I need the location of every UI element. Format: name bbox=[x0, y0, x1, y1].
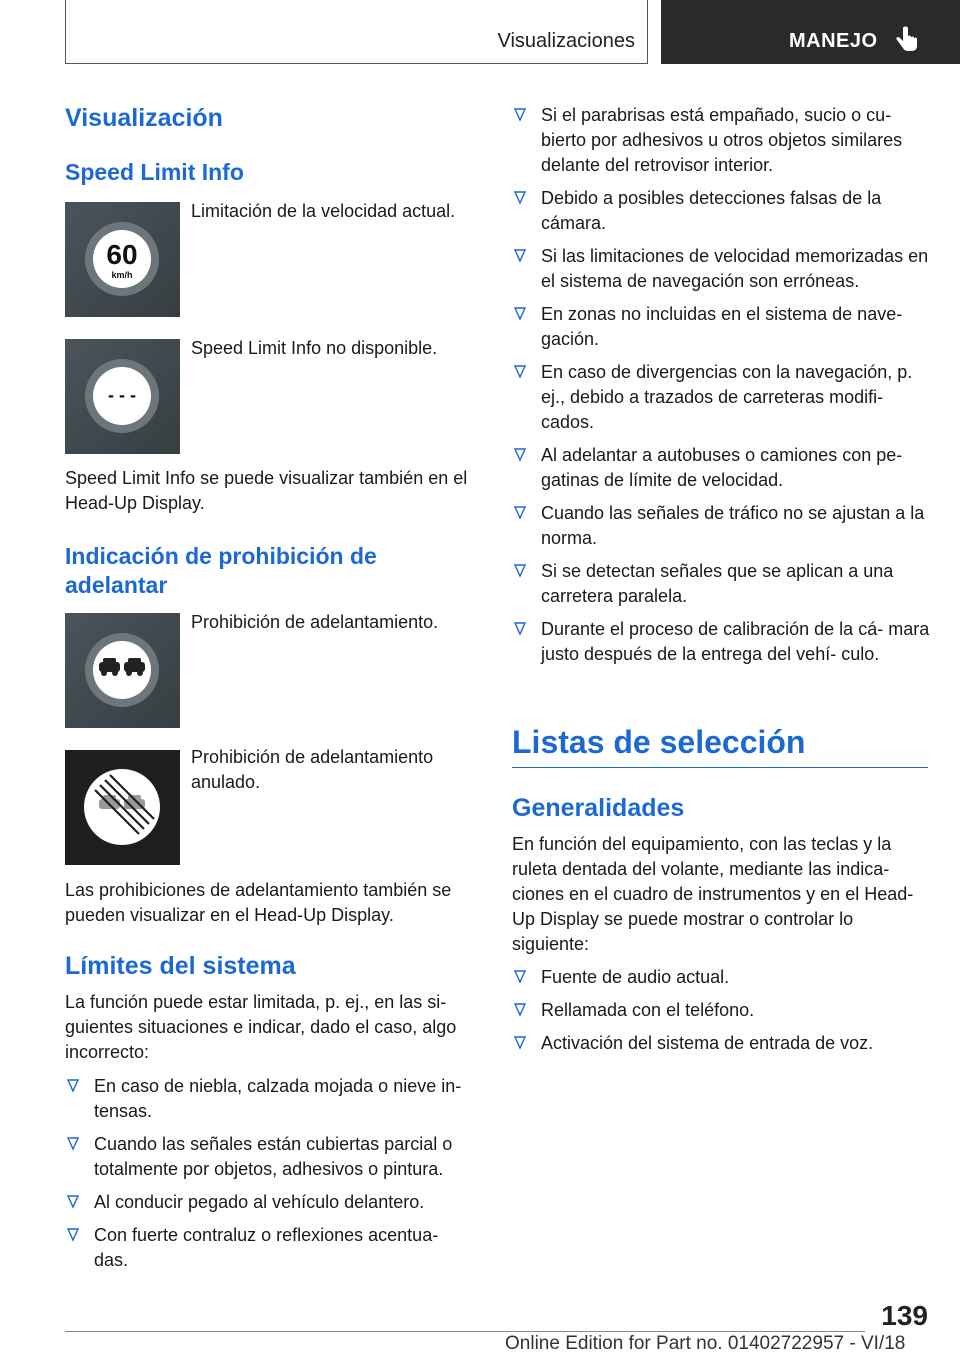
footer-edition: Online Edition for Part no. 01402722957 - VI/18 bbox=[505, 1333, 906, 1354]
speed-limit-60-sign bbox=[65, 202, 180, 317]
list-item: Fuente de audio actual. bbox=[512, 965, 932, 990]
list-item: Durante el proceso de calibración de la cá- mara justo después de la entrega del vehí- culo. bbox=[512, 617, 932, 667]
speed-limit-heading: Speed Limit Info bbox=[65, 159, 244, 185]
header-section-box bbox=[65, 0, 648, 64]
list-item: Si el parabrisas está empañado, sucio o cu- bierto por adhesivos u otros objetos similares delante del retrovisor interior. bbox=[512, 103, 932, 178]
list-item: Al conducir pegado al vehículo delantero. bbox=[65, 1190, 477, 1215]
triangle-bullet-icon bbox=[514, 564, 526, 578]
list-item: Cuando las señales están cubiertas parcial o totalmente por objetos, adhesivos o pintura. bbox=[65, 1132, 477, 1182]
selection-list bbox=[512, 965, 932, 1064]
triangle-bullet-icon bbox=[514, 622, 526, 636]
page-title: Visualización bbox=[65, 104, 223, 132]
triangle-bullet-icon bbox=[514, 307, 526, 321]
triangle-bullet-icon bbox=[514, 1036, 526, 1050]
triangle-bullet-icon bbox=[514, 108, 526, 122]
list-item: Con fuerte contraluz o reflexiones acentua- das. bbox=[65, 1223, 477, 1273]
generalities-intro: En función del equipamiento, con las teclas y la ruleta dentada del volante, mediante las indica- ciones en el cuadro de instrumentos y en el Head-Up Display se puede mostrar o controlar lo siguiente: bbox=[512, 834, 914, 954]
list-item: En caso de niebla, calzada mojada o nieve in- tensas. bbox=[65, 1074, 477, 1124]
triangle-bullet-icon bbox=[514, 1003, 526, 1017]
list-item: Cuando las señales de tráfico no se ajustan a la norma. bbox=[512, 501, 932, 551]
chapter-tab-label: MANEJO bbox=[789, 30, 878, 52]
overtaking-note: Las prohibiciones de adelantamiento también se pueden visualizar en el Head-Up Display. bbox=[65, 880, 452, 925]
no-overtaking-sign bbox=[65, 613, 180, 728]
triangle-bullet-icon bbox=[514, 506, 526, 520]
footer-divider bbox=[65, 1331, 865, 1332]
system-limits-intro: La función puede estar limitada, p. ej., en las si- guientes situaciones e indicar, dado el caso, algo incorrecto: bbox=[65, 992, 457, 1062]
overtaking-sign1-caption: Prohibición de adelantamiento. bbox=[191, 612, 439, 632]
triangle-bullet-icon bbox=[514, 448, 526, 462]
list-item: En caso de divergencias con la navegación, p. ej., debido a trazados de carreteras modifi- cados. bbox=[512, 360, 932, 435]
overtaking-sign2-caption: Prohibición de adelantamiento anulado. bbox=[191, 747, 434, 792]
triangle-bullet-icon bbox=[514, 365, 526, 379]
system-limits-heading: Límites del sistema bbox=[65, 952, 296, 980]
speed-unit: km/h bbox=[111, 270, 133, 280]
list-item: Activación del sistema de entrada de voz. bbox=[512, 1031, 932, 1056]
triangle-bullet-icon bbox=[514, 249, 526, 263]
generalities-heading: Generalidades bbox=[512, 794, 685, 822]
overtaking-ended-sign bbox=[65, 750, 180, 865]
triangle-bullet-icon bbox=[67, 1137, 79, 1151]
hand-pointer-icon bbox=[894, 26, 920, 54]
triangle-bullet-icon bbox=[514, 970, 526, 984]
selection-lists-title: Listas de selección bbox=[512, 724, 806, 760]
speed-limit-unavailable-sign bbox=[65, 339, 180, 454]
speed-limit-note: Speed Limit Info se puede visualizar también en el Head-Up Display. bbox=[65, 468, 468, 513]
sign1-caption: Limitación de la velocidad actual. bbox=[191, 201, 456, 221]
speed-value: 60 bbox=[106, 239, 138, 270]
triangle-bullet-icon bbox=[67, 1195, 79, 1209]
system-limits-list bbox=[65, 1074, 477, 1281]
list-item: En zonas no incluidas en el sistema de nave- gación. bbox=[512, 302, 932, 352]
triangle-bullet-icon bbox=[67, 1079, 79, 1093]
page-number: 139 bbox=[881, 1300, 928, 1331]
list-item: Si se detectan señales que se aplican a una carretera paralela. bbox=[512, 559, 932, 609]
unavailable-value: - - - bbox=[108, 385, 136, 405]
list-item: Si las limitaciones de velocidad memorizadas en el sistema de navegación son erróneas. bbox=[512, 244, 932, 294]
triangle-bullet-icon bbox=[67, 1228, 79, 1242]
list-item: Debido a posibles detecciones falsas de la cámara. bbox=[512, 186, 932, 236]
triangle-bullet-icon bbox=[514, 191, 526, 205]
sign2-caption: Speed Limit Info no disponible. bbox=[191, 338, 438, 358]
title-underline bbox=[512, 767, 928, 768]
overtaking-heading: Indicación de prohibición de adelantar bbox=[65, 543, 377, 598]
list-item: Al adelantar a autobuses o camiones con pe- gatinas de límite de velocidad. bbox=[512, 443, 932, 493]
section-title: Visualizaciones bbox=[497, 30, 635, 52]
list-item: Rellamada con el teléfono. bbox=[512, 998, 932, 1023]
system-limits-list-continued bbox=[512, 103, 932, 675]
